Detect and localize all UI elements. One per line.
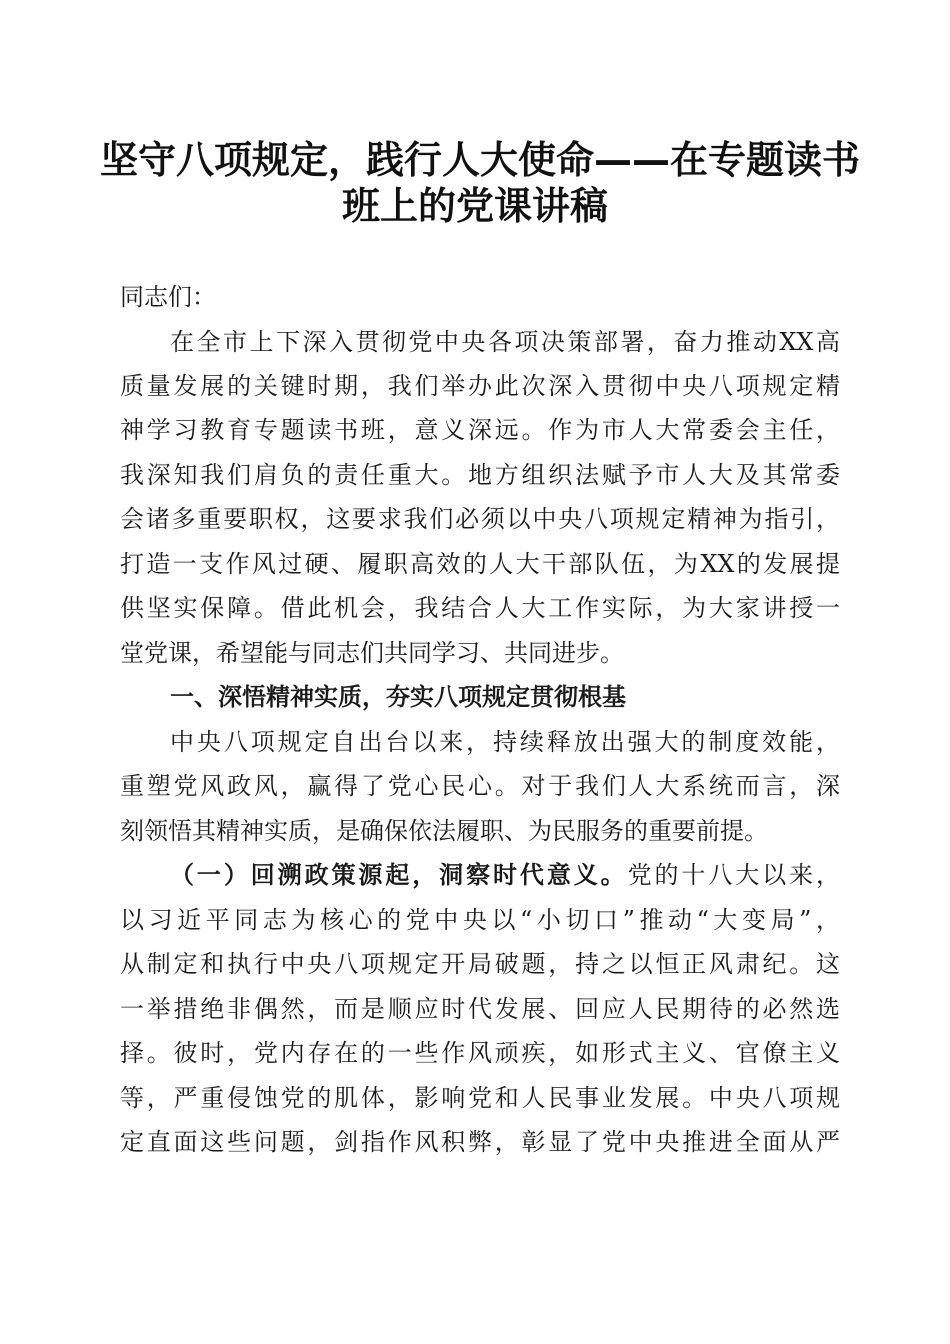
paragraph-1-line: 供坚实保障。借此机会，我结合人大工作实际，为大家讲授一	[120, 594, 840, 622]
paragraph-2-line: 中央八项规定自出台以来，持续释放出强大的制度效能，	[170, 728, 840, 756]
document-title-line-1: 坚守八项规定，践行人大使命——在专题读书	[100, 138, 861, 182]
paragraph-1-line: 堂党课，希望能与同志们共同学习、共同进步。	[120, 639, 624, 667]
paragraph-1-line: 质量发展的关键时期，我们举办此次深入贯彻中央八项规定精	[120, 372, 840, 400]
paragraph-3-line: 等，严重侵蚀党的肌体，影响党和人民事业发展。中央八项规	[120, 1084, 840, 1112]
paragraph-3-line: 以习近平同志为核心的党中央以“小切口”推动“大变局”，	[120, 906, 840, 934]
subsection-1-heading: （一）回溯政策源起，洞察时代意义。	[170, 861, 628, 889]
paragraph-1-line: 在全市上下深入贯彻党中央各项决策部署，奋力推动XX高	[170, 328, 840, 356]
paragraph-3-line: 从制定和执行中央八项规定开局破题，持之以恒正风肃纪。这	[120, 950, 840, 978]
paragraph-3-line: 一举措绝非偶然，而是顺应时代发展、回应人民期待的必然选	[120, 995, 840, 1023]
paragraph-1-line: 神学习教育专题读书班，意义深远。作为市人大常委会主任，	[120, 416, 840, 444]
paragraph-3-first-line-rest: 党的十八大以来，	[627, 861, 841, 889]
paragraph-1-line: 打造一支作风过硬、履职高效的人大干部队伍，为XX的发展提	[120, 550, 840, 578]
salutation: 同志们：	[120, 283, 216, 311]
paragraph-3-line: 定直面这些问题，剑指作风积弊，彰显了党中央推进全面从严	[120, 1128, 840, 1156]
paragraph-2-line: 重塑党风政风，赢得了党心民心。对于我们人大系统而言，深	[120, 772, 840, 800]
document-title-line-2: 班上的党课讲稿	[341, 184, 608, 228]
paragraph-1-line: 我深知我们肩负的责任重大。地方组织法赋予市人大及其常委	[120, 461, 840, 489]
paragraph-2-line: 刻领悟其精神实质，是确保依法履职、为民服务的重要前提。	[120, 817, 768, 845]
section-1-heading: 一、深悟精神实质，夯实八项规定贯彻根基	[170, 683, 626, 711]
paragraph-3-line: 择。彼时，党内存在的一些作风顽疾，如形式主义、官僚主义	[120, 1039, 840, 1067]
paragraph-3-first-line	[170, 859, 840, 891]
paragraph-1-line: 会诸多重要职权，这要求我们必须以中央八项规定精神为指引，	[120, 505, 840, 533]
